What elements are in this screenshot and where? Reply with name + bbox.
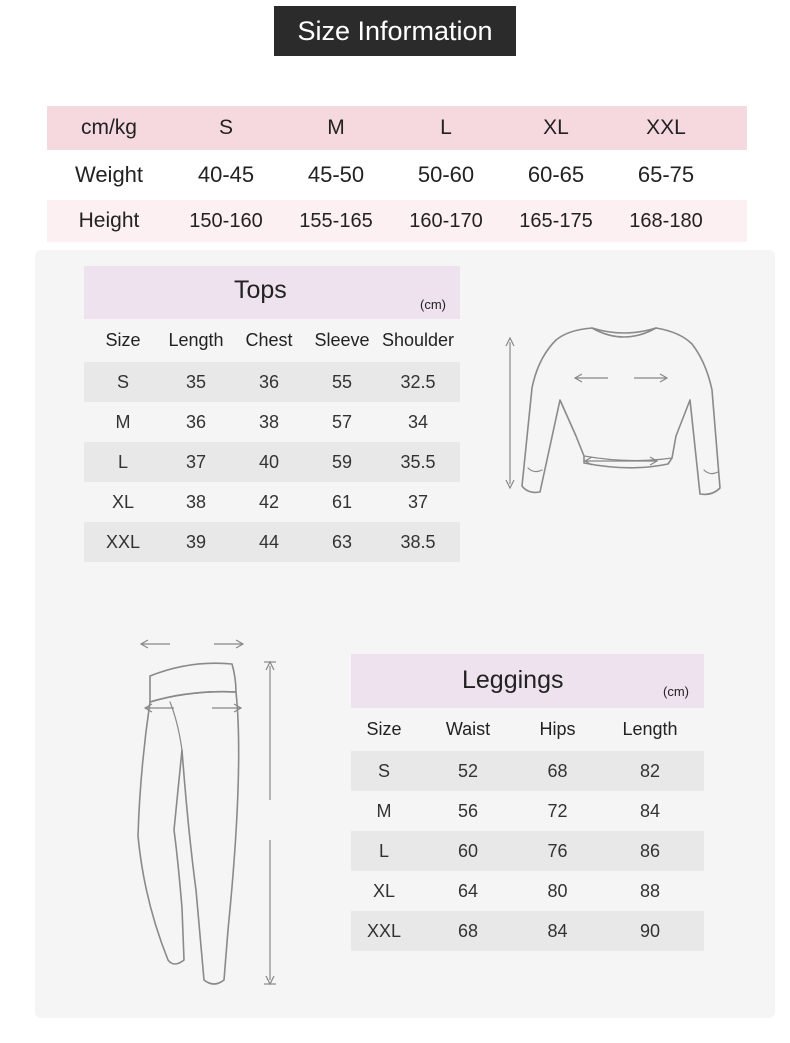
hips-cell: 84 [547,920,568,941]
column-header: Chest [245,330,293,350]
size-cell: S [116,371,129,392]
height-value: 155-165 [299,209,373,232]
leggings-header-row [351,708,704,751]
waist-cell: 64 [457,880,479,901]
shoulder-cell: 32.5 [400,371,436,392]
waist-cell: 60 [457,840,479,861]
hips-cell: 68 [547,760,568,781]
size-cell: L [117,451,128,472]
tops-title: Tops [234,276,287,304]
long-sleeve-top-icon [500,318,740,503]
hips-cell: 72 [547,800,568,821]
waist-cell: 56 [457,800,479,821]
chest-cell: 44 [258,531,280,552]
leggings-unit: (cm) [663,684,689,699]
shoulder-cell: 35.5 [400,451,436,472]
general-size-table [47,106,747,242]
size-cell: M [115,411,131,432]
table-row [351,751,704,791]
column-header: Length [622,719,678,739]
height-value: 165-175 [519,209,593,232]
table-row [351,871,704,911]
weight-value: 60-65 [527,162,585,187]
size-cell: XL [111,491,135,512]
table-row [84,402,460,442]
column-header: Hips [539,719,576,739]
leggings-title: Leggings [462,666,564,694]
height-value: 150-160 [189,209,263,232]
weight-value: 65-75 [637,162,695,187]
unit-label: cm/kg [80,116,137,139]
leggings-icon [130,630,290,990]
size-cell: M [376,800,392,821]
sleeve-cell: 57 [331,411,353,432]
size-m-header: M [327,116,345,139]
height-label: Height [78,209,140,232]
size-cell: XL [372,880,396,901]
column-header: Size [105,330,141,350]
size-s-header: S [218,116,233,139]
weight-row [47,150,747,200]
tops-title-bar [84,266,460,319]
table-row [351,791,704,831]
sleeve-cell: 55 [331,371,353,392]
chest-cell: 40 [258,451,280,472]
shoulder-cell: 37 [407,491,429,512]
height-row [47,200,747,242]
chest-cell: 36 [258,371,280,392]
table-row [351,831,704,871]
size-cell: XXL [105,531,141,552]
tops-unit: (cm) [420,297,446,312]
size-cell: XXL [366,920,402,941]
size-xl-header: XL [543,116,569,139]
length-cell: 39 [185,531,207,552]
table-row [84,522,460,562]
length-cell: 82 [639,760,661,781]
height-value: 160-170 [409,209,483,232]
hips-cell: 76 [547,840,568,861]
column-header: Size [366,719,402,739]
weight-value: 45-50 [307,162,365,187]
column-header: Waist [445,719,491,739]
chest-cell: 38 [258,411,280,432]
size-xxl-header: XXL [646,116,686,139]
sleeve-cell: 61 [331,491,353,512]
leggings-title-bar [351,654,704,708]
length-cell: 86 [639,840,661,861]
table-row [84,482,460,522]
general-header-row [47,106,747,150]
shoulder-cell: 38.5 [400,531,436,552]
leggings-size-table [351,654,704,951]
tops-size-table [84,266,460,562]
size-l-header: L [440,116,452,139]
tops-header-row [84,319,460,362]
table-row [84,362,460,402]
table-row [84,442,460,482]
weight-value: 50-60 [417,162,475,187]
size-cell: L [378,840,389,861]
waist-cell: 52 [457,760,479,781]
height-value: 168-180 [629,209,703,232]
table-row [351,911,704,951]
hips-cell: 80 [547,880,568,901]
length-cell: 35 [185,371,207,392]
length-cell: 36 [185,411,207,432]
weight-value: 40-45 [197,162,255,187]
waist-cell: 68 [457,920,479,941]
length-cell: 84 [639,800,661,821]
weight-label: Weight [74,162,144,187]
column-header: Length [168,330,224,350]
column-header: Sleeve [314,330,370,350]
length-cell: 37 [185,451,207,472]
length-cell: 38 [185,491,207,512]
length-cell: 88 [639,880,661,901]
column-header: Shoulder [381,330,455,350]
page-title: Size Information [274,6,516,56]
shoulder-cell: 34 [407,411,429,432]
sleeve-cell: 59 [331,451,353,472]
size-cell: S [377,760,390,781]
sleeve-cell: 63 [331,531,353,552]
chest-cell: 42 [258,491,280,512]
length-cell: 90 [639,920,661,941]
